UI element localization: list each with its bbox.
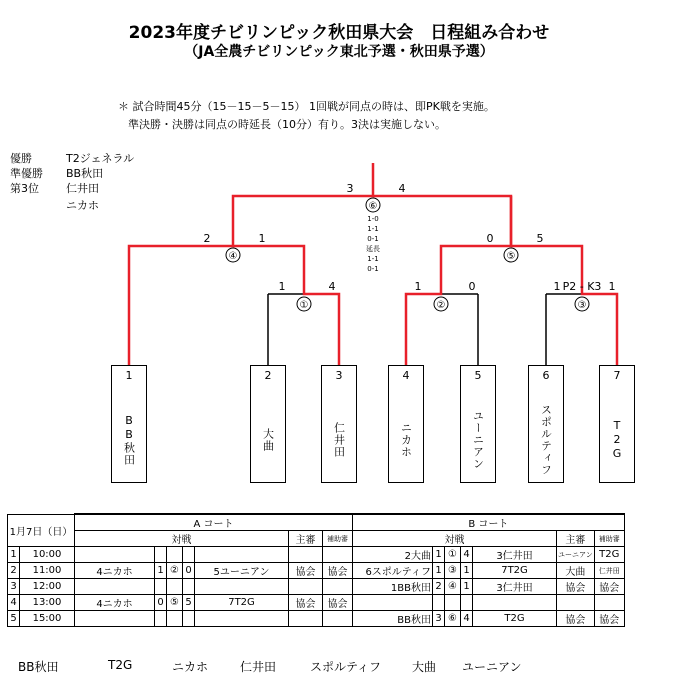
score-m3-pk: P2 - K3 [562, 280, 602, 293]
b-away: 3仁井田 [473, 547, 557, 563]
row-time: 11:00 [20, 563, 75, 579]
b-referee: 協会 [557, 579, 595, 595]
a-assistant [323, 611, 353, 627]
team-box-5 [460, 365, 496, 483]
a-home-score [155, 547, 167, 563]
b-assistant: 協会 [594, 611, 624, 627]
score-m1-right: 4 [328, 280, 336, 293]
score-m4-right: 1 [258, 232, 266, 245]
row-time: 15:00 [20, 611, 75, 627]
team-box-6 [528, 365, 564, 483]
b-home: 1BB秋田 [353, 579, 433, 595]
match-1-label: ① [299, 300, 309, 311]
b-away-score [461, 595, 473, 611]
match-5-label: ⑤ [506, 251, 516, 262]
bottom-team: 仁井田 [240, 660, 277, 674]
a-home [75, 579, 155, 595]
bracket-winner-path-m1 [233, 246, 339, 365]
a-referee [289, 547, 323, 563]
bottom-team: スポルティフ [310, 660, 382, 674]
row-time: 13:00 [20, 595, 75, 611]
final-detail-5: 1-1 [367, 255, 379, 263]
final-detail-1: 1-0 [367, 215, 379, 223]
team-number: 2 [264, 369, 272, 382]
row-number: 4 [8, 595, 20, 611]
a-away-score [183, 547, 195, 563]
b-match: ① [445, 547, 461, 563]
team-name: スポルティフ [539, 404, 553, 476]
court-b-assistant-header: 補助審 [594, 531, 624, 547]
court-a-header: A コート [75, 514, 353, 531]
court-a-match-header: 対戦 [75, 531, 289, 547]
third-place-name-2: ニカホ [66, 199, 99, 212]
a-referee [289, 611, 323, 627]
b-away [473, 595, 557, 611]
b-referee: 協会 [557, 611, 595, 627]
team-number: 7 [613, 369, 621, 382]
a-match [167, 547, 183, 563]
b-home: 6スポルティフ [353, 563, 433, 579]
team-name: BB秋田 [122, 414, 136, 466]
page-title: 2023年度チビリンピック秋田県大会 日程組み合わせ [128, 23, 550, 43]
a-match [167, 579, 183, 595]
b-home [353, 595, 433, 611]
team-box-4 [388, 365, 424, 483]
a-home [75, 547, 155, 563]
third-place-name-1: 仁井田 [66, 182, 99, 195]
score-m6-right: 4 [398, 182, 406, 195]
b-assistant: 協会 [594, 579, 624, 595]
team-number: 4 [402, 369, 410, 382]
match-3-label: ③ [577, 300, 587, 311]
row-number: 1 [8, 547, 20, 563]
b-away: 3仁井田 [473, 579, 557, 595]
b-match: ④ [445, 579, 461, 595]
b-referee: 大曲 [557, 563, 595, 579]
a-home-score: 1 [155, 563, 167, 579]
bottom-team: T2G [108, 658, 133, 672]
a-referee [289, 579, 323, 595]
match-4-label: ④ [228, 251, 238, 262]
b-away-score: 4 [461, 611, 473, 627]
team-name: 仁井田 [332, 422, 346, 458]
a-home [75, 611, 155, 627]
a-referee: 協会 [289, 595, 323, 611]
schedule-table [7, 513, 625, 627]
b-away-score: 4 [461, 547, 473, 563]
b-away: 7T2G [473, 563, 557, 579]
bottom-team: ニカホ [172, 660, 209, 674]
a-away-score [183, 579, 195, 595]
final-detail-3: 0-1 [367, 235, 379, 243]
score-m2-left: 1 [414, 280, 422, 293]
team-name: T2G [610, 419, 624, 461]
third-place-label: 第3位 [10, 182, 39, 195]
team-number: 3 [335, 369, 343, 382]
b-assistant [594, 595, 624, 611]
score-m3-right: 1 [608, 280, 616, 293]
a-match: ② [167, 563, 183, 579]
schedule-row [8, 563, 625, 579]
row-time: 10:00 [20, 547, 75, 563]
team-box-1 [111, 365, 147, 483]
champion-label: 優勝 [10, 152, 32, 165]
score-m5-left: 0 [486, 232, 494, 245]
a-away-score [183, 611, 195, 627]
b-away: T2G [473, 611, 557, 627]
court-a-referee-header: 主審 [289, 531, 323, 547]
team-number: 1 [125, 369, 133, 382]
a-away [195, 611, 289, 627]
page-subtitle: （JA全農チビリンピック東北予選・秋田県予選） [184, 44, 494, 60]
a-assistant: 協会 [323, 595, 353, 611]
a-away-score: 0 [183, 563, 195, 579]
team-name: 大曲 [261, 428, 275, 452]
b-referee: ユーニアン [557, 547, 595, 563]
score-m2-right: 0 [468, 280, 476, 293]
team-box-3 [321, 365, 357, 483]
a-match [167, 611, 183, 627]
score-m1-left: 1 [278, 280, 286, 293]
a-away-score: 5 [183, 595, 195, 611]
row-number: 5 [8, 611, 20, 627]
score-m5-right: 5 [536, 232, 544, 245]
row-time: 12:00 [20, 579, 75, 595]
b-referee [557, 595, 595, 611]
team-name: ユーニアン [471, 410, 485, 470]
score-m6-left: 3 [346, 182, 354, 195]
a-home-score [155, 579, 167, 595]
bracket-winner-path-m3 [511, 246, 617, 365]
court-a-assistant-header: 補助審 [323, 531, 353, 547]
match-6-label: ⑥ [368, 201, 378, 212]
b-home-score: 1 [433, 547, 445, 563]
b-away-score: 1 [461, 563, 473, 579]
schedule-row [8, 611, 625, 627]
a-away [195, 547, 289, 563]
final-detail-4: 延長 [366, 245, 380, 253]
a-home-score: 0 [155, 595, 167, 611]
b-assistant: 仁井田 [594, 563, 624, 579]
b-home: 2大曲 [353, 547, 433, 563]
match-2-label: ② [436, 300, 446, 311]
team-number: 5 [474, 369, 482, 382]
b-home-score [433, 595, 445, 611]
team-name: ニカホ [399, 422, 413, 458]
bottom-team: 大曲 [412, 660, 437, 674]
bottom-team: ユーニアン [462, 660, 522, 674]
team-number: 6 [542, 369, 550, 382]
court-b-match-header: 対戦 [353, 531, 557, 547]
a-assistant: 協会 [323, 563, 353, 579]
b-assistant: T2G [594, 547, 624, 563]
a-home: 4ニカホ [75, 595, 155, 611]
b-match: ③ [445, 563, 461, 579]
a-away: 7T2G [195, 595, 289, 611]
final-detail-2: 1-1 [367, 225, 379, 233]
court-b-header: B コート [353, 514, 625, 531]
b-home-score: 1 [433, 563, 445, 579]
a-assistant [323, 547, 353, 563]
champion-name: T2ジェネラル [66, 152, 135, 165]
a-home: 4ニカホ [75, 563, 155, 579]
b-home-score: 3 [433, 611, 445, 627]
score-m3-left: 1 [553, 280, 561, 293]
b-home-score: 2 [433, 579, 445, 595]
score-m4-left: 2 [203, 232, 211, 245]
court-b-referee-header: 主審 [557, 531, 595, 547]
b-match [445, 595, 461, 611]
a-assistant [323, 579, 353, 595]
a-referee: 協会 [289, 563, 323, 579]
b-match: ⑥ [445, 611, 461, 627]
a-away [195, 579, 289, 595]
rules-note-1: ＊ 試合時間45分（15－15－5－15） 1回戦が同点の時は、即PK戦を実施。 [118, 100, 495, 113]
team-box-2 [250, 365, 286, 483]
rules-note-2: 準決勝・決勝は同点の時延長（10分）有り。3決は実施しない。 [128, 118, 446, 131]
team-box-7 [599, 365, 635, 483]
schedule-row [8, 579, 625, 595]
a-away: 5ユーニアン [195, 563, 289, 579]
bottom-team: BB秋田 [18, 660, 59, 674]
row-number: 3 [8, 579, 20, 595]
runner-up-name: BB秋田 [66, 167, 104, 180]
bracket-winner-path-right [373, 196, 511, 365]
b-away-score: 1 [461, 579, 473, 595]
a-match: ⑤ [167, 595, 183, 611]
schedule-row [8, 595, 625, 611]
b-home: BB秋田 [353, 611, 433, 627]
final-detail-6: 0-1 [367, 265, 379, 273]
schedule-row [8, 547, 625, 563]
a-home-score [155, 611, 167, 627]
schedule-date: 1月7日（日） [8, 514, 75, 547]
bracket-winner-path-left [129, 163, 373, 365]
row-number: 2 [8, 563, 20, 579]
runner-up-label: 準優勝 [10, 167, 43, 180]
